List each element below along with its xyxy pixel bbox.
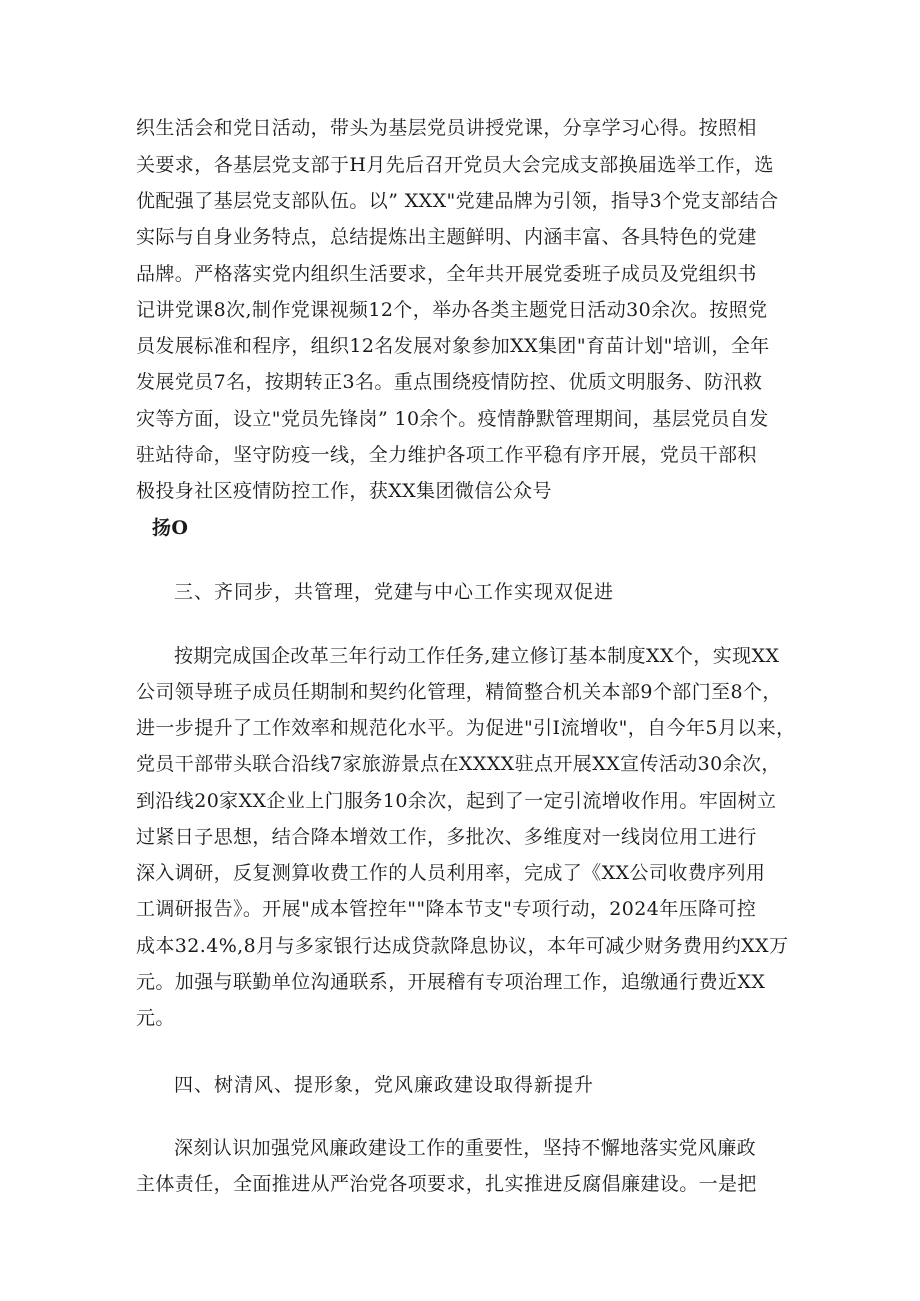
paragraph-line: 公司领导班子成员任期制和契约化管理，精简整合机关本部9个部门至8个， — [136, 681, 782, 703]
paragraph-line: 记讲党课8次,制作党课视频12个，举办各类主题党日活动30余次。按照党 — [136, 299, 768, 321]
paragraph-line: 深入调研，反复测算收费工作的人员利用率，完成了《XX公司收费序列用 — [136, 862, 766, 884]
paragraph-line: 实际与自身业务特点，总结提炼出主题鲜明、内涵丰富、各具特色的党建 — [136, 226, 757, 248]
paragraph-line: 进一步提升了工作效率和规范化水平。为促进"引I流增收"，自今年5月以来， — [136, 717, 796, 739]
paragraph-line: 员发展标准和程序，组织12名发展对象参加XX集团"育苗计划"培训，全年 — [136, 335, 770, 357]
paragraph-line: 关要求，各基层党支部于H月先后召开党员大会完成支部换届选举工作，选 — [136, 154, 774, 176]
paragraph-line: 过紧日子思想，结合降本增效工作，多批次、多维度对一线岗位用工进行 — [136, 826, 757, 848]
paragraph-line: 元。加强与联勤单位沟通联系，开展稽有专项治理工作，追缴通行费近XX — [136, 971, 766, 993]
paragraph-line: 主体责任，全面推进从严治党各项要求，扎实推进反腐倡廉建设。一是把 — [136, 1173, 757, 1195]
paragraph-line: 织生活会和党日活动，带头为基层党员讲授党课，分享学习心得。按照相 — [136, 117, 757, 139]
section-heading: 四、树清风、提形象，党风廉政建设取得新提升 — [174, 1074, 595, 1096]
paragraph-line: 深刻认识加强党风廉政建设工作的重要性，坚持不懈地落实党风廉政 — [174, 1137, 757, 1159]
paragraph-line: 驻站待命，坚守防疫一线，全力维护各项工作平稳有序开展，党员干部积 — [136, 444, 757, 466]
section-heading: 三、齐同步，共管理，党建与中心工作实现双促进 — [174, 581, 615, 603]
paragraph-line: 发展党员7名，按期转正3名。重点围绕疫情防控、优质文明服务、防汛救 — [136, 371, 763, 393]
paragraph-line: 工调研报告》。开展"成本管控年""降本节支"专项行动，2024年压降可控 — [136, 898, 757, 920]
paragraph-line: 到沿线20家XX企业上门服务10余次，起到了一定引流增收作用。牢固树立 — [136, 790, 777, 812]
paragraph-line: 灾等方面，设立"党员先锋岗” 10余个。疫情静默管理期间，基层党员自发 — [136, 408, 769, 430]
paragraph-tail: 扬O — [152, 517, 189, 539]
paragraph-line: 极投身社区疫情防控工作，获XX集团微信公众号 — [136, 480, 552, 502]
paragraph-line: 成本32.4%,8月与多家银行达成贷款降息协议，本年可减少财务费用约XX万 — [136, 935, 789, 957]
paragraph-line: 优配强了基层党支部队伍。以” XXX"党建品牌为引领，指导3个党支部结合 — [136, 190, 779, 212]
paragraph-line: 品牌。严格落实党内组织生活要求，全年共开展党委班子成员及党组织书 — [136, 263, 757, 285]
paragraph-line: 元。 — [136, 1007, 175, 1029]
paragraph-line: 按期完成国企改革三年行动工作任务,建立修订基本制度XX个，实现XX — [174, 645, 780, 667]
paragraph-line: 党员干部带头联合沿线7家旅游景点在XXXX驻点开展XX宣传活动30余次， — [136, 753, 781, 775]
